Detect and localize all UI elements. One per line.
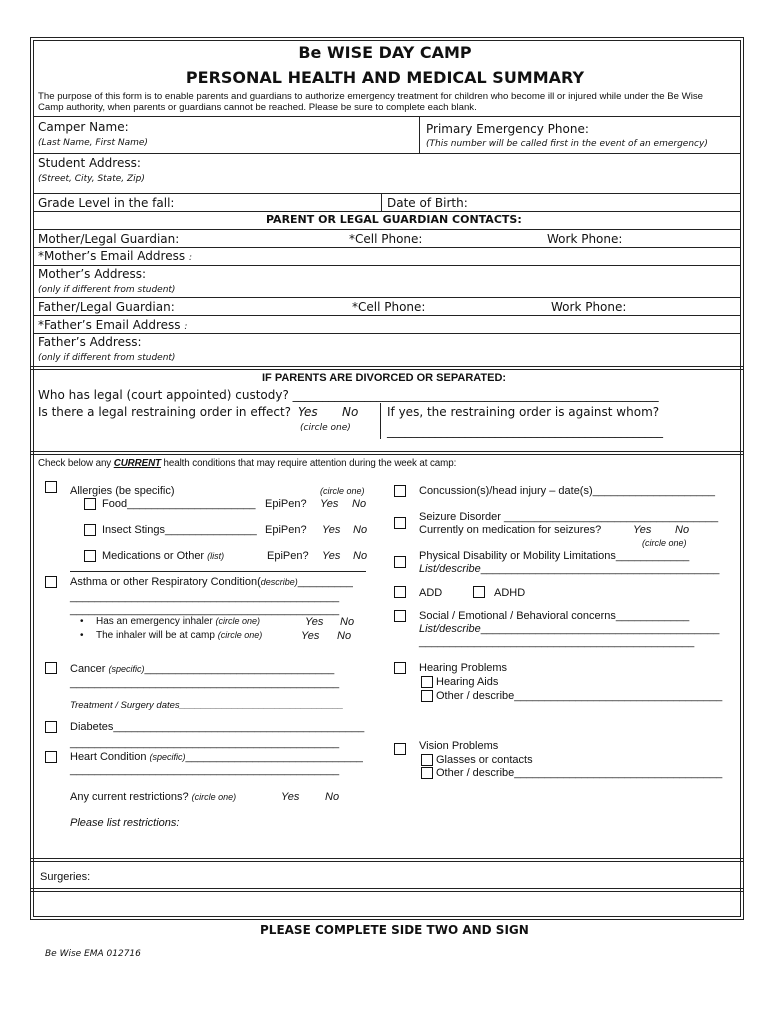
mother-label: Mother/Legal Guardian: — [38, 232, 180, 246]
inhaler-camp-question: • The inhaler will be at camp (circle one) — [96, 630, 262, 641]
hearing-label: Hearing Problems — [419, 662, 508, 674]
adhd-label: ADHD — [494, 587, 526, 599]
cancer-label: Cancer (specific)_______________________________ — [70, 663, 335, 675]
primary-phone-hint: (This number will be called first in the event of an emergency) — [426, 139, 708, 149]
seizure-meds-yes[interactable]: Yes — [633, 524, 652, 536]
allergies-checkbox[interactable] — [45, 481, 57, 493]
medications-epipen-yes[interactable]: Yes — [322, 550, 341, 562]
heart-label: Heart Condition (specific)_____________________________ — [70, 751, 363, 763]
restraining-no[interactable]: No — [342, 405, 359, 419]
physical-checkbox[interactable] — [394, 556, 406, 568]
intro-text-line1: The purpose of this form is to enable parents and guardians to authorize emergency treatment for children who become ill or injured while under the Be Wise — [38, 91, 703, 102]
divider — [30, 888, 744, 889]
physical-describe[interactable]: List/describe_______________________________________ — [419, 563, 720, 575]
vision-other-label[interactable]: Other / describe__________________________________ — [436, 767, 723, 779]
physical-label: Physical Disability or Mobility Limitations____________ — [419, 550, 690, 562]
concussion-label: Concussion(s)/head injury – date(s)____________________ — [419, 485, 715, 497]
restrictions-list-label: Please list restrictions: — [70, 817, 180, 829]
asthma-line-2[interactable]: ____________________________________________ — [70, 604, 340, 616]
divider — [419, 116, 420, 153]
hearing-checkbox[interactable] — [394, 662, 406, 674]
father-email-label: *Father’s Email Address : — [38, 318, 188, 332]
mother-address-hint: (only if different from student) — [38, 285, 176, 295]
restraining-yes[interactable]: Yes — [298, 405, 318, 419]
diabetes-label: Diabetes_________________________________________ — [70, 721, 365, 733]
vision-checkbox[interactable] — [394, 743, 406, 755]
vision-label: Vision Problems — [419, 740, 499, 752]
divider — [33, 116, 741, 117]
inhaler-yes[interactable]: Yes — [305, 616, 324, 628]
medications-line — [70, 571, 366, 572]
food-epipen-yes[interactable]: Yes — [320, 498, 339, 510]
mother-cell-label: *Cell Phone: — [349, 232, 423, 246]
mother-address-label: Mother’s Address: — [38, 267, 147, 281]
insect-checkbox[interactable] — [84, 524, 96, 536]
custody-question: Who has legal (court appointed) custody? _____________________________________________________________ — [38, 388, 659, 402]
primary-phone-label: Primary Emergency Phone: — [426, 122, 589, 136]
diabetes-line[interactable]: ____________________________________________ — [70, 737, 340, 749]
restraining-question: Is there a legal restraining order in effect? — [38, 405, 292, 419]
allergies-circle-hint: (circle one) — [320, 486, 365, 496]
father-label: Father/Legal Guardian: — [38, 300, 175, 314]
form-inner-border — [33, 40, 741, 917]
divider — [33, 247, 741, 248]
divider — [30, 366, 744, 367]
social-checkbox[interactable] — [394, 610, 406, 622]
student-address-label: Student Address: — [38, 156, 141, 170]
divider — [33, 315, 741, 316]
dob-label: Date of Birth: — [387, 196, 468, 210]
camp-title: Be WISE DAY CAMP — [298, 43, 472, 62]
father-address-hint: (only if different from student) — [38, 353, 176, 363]
father-work-label: Work Phone: — [551, 300, 627, 314]
insect-epipen-label: EpiPen? — [265, 524, 307, 536]
medications-epipen-label: EpiPen? — [267, 550, 309, 562]
asthma-checkbox[interactable] — [45, 576, 57, 588]
divider — [30, 858, 744, 859]
heart-line[interactable]: ____________________________________________ — [70, 764, 340, 776]
asthma-line-1[interactable]: ____________________________________________ — [70, 591, 340, 603]
restrictions-question: Any current restrictions? (circle one) — [70, 791, 237, 803]
divorce-heading: IF PARENTS ARE DIVORCED OR SEPARATED: — [262, 372, 507, 384]
divider — [30, 369, 744, 370]
inhaler-camp-no[interactable]: No — [337, 630, 352, 642]
add-checkbox[interactable] — [394, 586, 406, 598]
adhd-checkbox[interactable] — [473, 586, 485, 598]
food-epipen-no[interactable]: No — [352, 498, 367, 510]
medications-checkbox[interactable] — [84, 550, 96, 562]
hearing-other-label[interactable]: Other / describe__________________________________ — [436, 690, 723, 702]
inhaler-camp-yes[interactable]: Yes — [301, 630, 320, 642]
food-epipen-label: EpiPen? — [265, 498, 307, 510]
insect-label: Insect Stings_______________ — [102, 524, 257, 536]
hearing-aids-label: Hearing Aids — [436, 676, 499, 688]
restrictions-no[interactable]: No — [325, 791, 340, 803]
seizure-circle-hint: (circle one) — [642, 538, 687, 548]
cancer-line[interactable]: ____________________________________________ — [70, 677, 340, 689]
conditions-intro: Check below any CURRENT health conditions that may require attention during the week at camp: — [38, 458, 457, 469]
divider — [381, 193, 382, 211]
restraining-against-label: If yes, the restraining order is against whom? — [387, 405, 660, 419]
grade-level-label: Grade Level in the fall: — [38, 196, 175, 210]
divider — [33, 333, 741, 334]
glasses-checkbox[interactable] — [421, 754, 433, 766]
cancer-checkbox[interactable] — [45, 662, 57, 674]
divider — [33, 193, 741, 194]
divider — [33, 229, 741, 230]
glasses-label: Glasses or contacts — [436, 754, 533, 766]
father-cell-label: *Cell Phone: — [352, 300, 426, 314]
guardian-heading: PARENT OR LEGAL GUARDIAN CONTACTS: — [266, 213, 522, 226]
medications-epipen-no[interactable]: No — [353, 550, 368, 562]
inhaler-question: • Has an emergency inhaler (circle one) — [96, 616, 260, 627]
divider — [30, 451, 744, 452]
divider — [33, 265, 741, 266]
medications-label: Medications or Other (list) — [102, 550, 225, 562]
restrictions-yes[interactable]: Yes — [281, 791, 300, 803]
treatment-dates[interactable]: Treatment / Surgery dates_______________________________ — [70, 700, 344, 711]
divider — [30, 454, 744, 455]
form-title: PERSONAL HEALTH AND MEDICAL SUMMARY — [185, 68, 585, 87]
heart-checkbox[interactable] — [45, 751, 57, 763]
divider — [33, 211, 741, 212]
seizure-meds-question: Currently on medication for seizures? — [419, 524, 602, 536]
mother-email-label: *Mother’s Email Address : — [38, 249, 192, 263]
form-code: Be Wise EMA 012716 — [45, 949, 141, 959]
insect-epipen-yes[interactable]: Yes — [322, 524, 341, 536]
hearing-other-checkbox[interactable] — [421, 690, 433, 702]
social-label: Social / Emotional / Behavioral concerns____________ — [419, 610, 690, 622]
food-label: Food_____________________ — [102, 498, 256, 510]
seizure-label: Seizure Disorder ___________________________________ — [419, 511, 719, 523]
inhaler-no[interactable]: No — [340, 616, 355, 628]
camper-name-hint: (Last Name, First Name) — [38, 138, 148, 148]
divider — [30, 891, 744, 892]
allergies-label: Allergies (be specific) — [70, 485, 175, 497]
intro-text-line2: Camp authority, when parents or guardians cannot be reached. Please be sure to complete each blank. — [38, 102, 477, 113]
restraining-against-line[interactable]: ______________________________________________ — [387, 424, 663, 438]
vision-other-checkbox[interactable] — [421, 767, 433, 779]
father-address-label: Father’s Address: — [38, 335, 142, 349]
asthma-label: Asthma or other Respiratory Condition(describe)_________ — [70, 576, 353, 588]
surgeries-label: Surgeries: — [40, 871, 91, 883]
seizure-checkbox[interactable] — [394, 517, 406, 529]
divider — [33, 153, 741, 154]
divider — [33, 297, 741, 298]
concussion-checkbox[interactable] — [394, 485, 406, 497]
diabetes-checkbox[interactable] — [45, 721, 57, 733]
social-describe[interactable]: List/describe_______________________________________ — [419, 623, 720, 635]
divider — [380, 403, 381, 439]
restraining-circle-hint: (circle one) — [300, 423, 351, 433]
hearing-aids-checkbox[interactable] — [421, 676, 433, 688]
seizure-meds-no[interactable]: No — [675, 524, 690, 536]
social-line[interactable]: _____________________________________________ — [419, 636, 695, 648]
camper-name-label: Camper Name: — [38, 120, 129, 134]
complete-side-two: PLEASE COMPLETE SIDE TWO AND SIGN — [260, 923, 529, 937]
divider — [30, 861, 744, 862]
mother-work-label: Work Phone: — [547, 232, 623, 246]
student-address-hint: (Street, City, State, Zip) — [38, 174, 145, 184]
food-checkbox[interactable] — [84, 498, 96, 510]
add-label: ADD — [419, 587, 443, 599]
insect-epipen-no[interactable]: No — [353, 524, 368, 536]
